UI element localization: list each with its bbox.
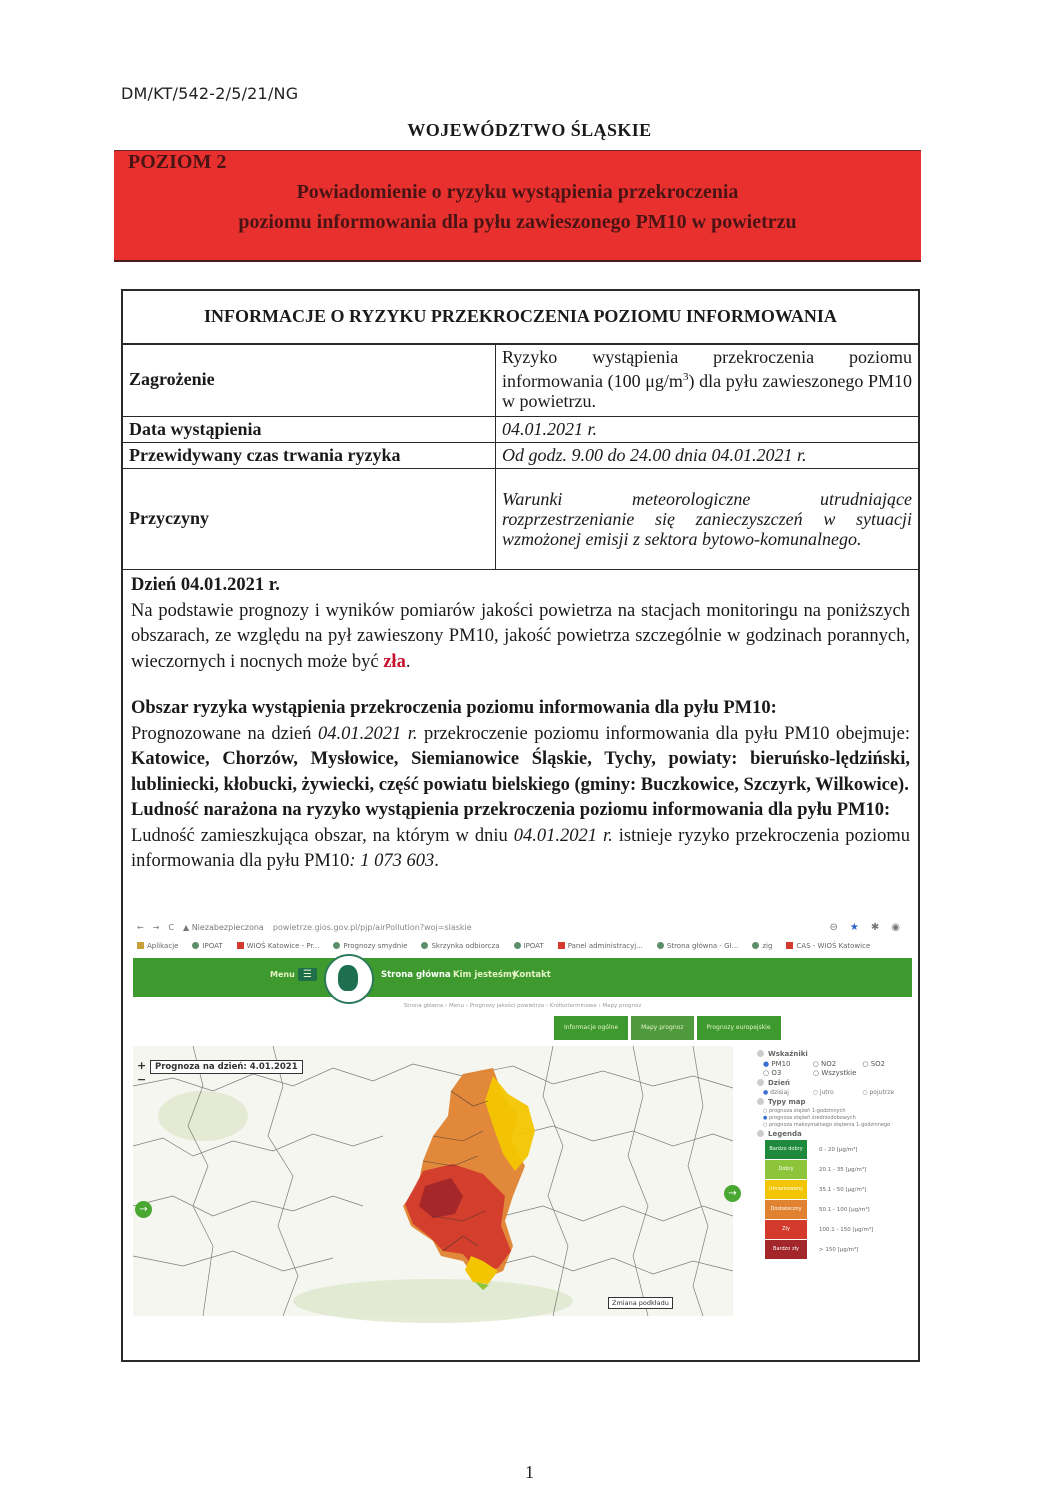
info-value: Od godz. 9.00 do 24.00 dnia 04.01.2021 r.	[496, 442, 919, 468]
legend-item: Umiarkowany 35.1 - 50 [µg/m³]	[765, 1180, 912, 1200]
tab-european-forecasts: Prognozy europejskie	[697, 1016, 781, 1040]
affected-places: Katowice, Chorzów, Mysłowice, Siemianowice Śląskie, Tychy, powiaty: bieruńsko-lędziński, lubliniecki, kłobucki, żywiecki, część powiatu bielskiego (gminy: Buczkowice, Szczyrk, Wilkowice).	[131, 749, 910, 795]
quality-label: zła	[383, 651, 406, 672]
radio-maptype: ○ prognoza maksymalnego stężenia 1-godzinnego	[763, 1122, 890, 1128]
radio-so2: ○ SO2	[862, 1060, 912, 1068]
url-text: powietrze.gios.gov.pl/pjp/airPollution?woj=slaskie	[272, 923, 472, 932]
legend-item: Bardzo zły > 150 [µg/m³]	[765, 1240, 912, 1260]
gios-logo	[324, 954, 374, 1004]
browser-address-bar	[133, 918, 912, 937]
alert-title-line-1: Powiadomienie o ryzyku wystąpienia przekroczenia	[296, 181, 739, 203]
info-label: Przyczyny	[123, 468, 496, 569]
apps-icon	[137, 942, 144, 949]
alert-title	[114, 177, 921, 237]
indicators-heading: Wskaźniki	[757, 1050, 912, 1058]
legend-item: Dobry 20.1 - 35 [µg/m³]	[765, 1160, 912, 1180]
map-zoom-controls	[137, 1059, 146, 1087]
site-icon	[752, 942, 759, 949]
wios-icon	[558, 942, 565, 949]
forecast-date-label: Prognoza na dzień: 4.01.2021	[150, 1060, 303, 1074]
bookmark: CAS - WIOŚ Katowice	[786, 942, 870, 950]
menu-label: Menu	[270, 970, 295, 979]
change-basemap-button: Zmiana podkładu	[608, 1297, 673, 1309]
info-label: Zagrożenie	[123, 343, 496, 416]
info-row-threat	[123, 343, 918, 416]
tab-forecast-maps: Mapy prognoz	[631, 1016, 693, 1040]
bookmark: WIOŚ Katowice - Pr...	[237, 942, 320, 950]
radio-o3: ○ O3	[763, 1069, 813, 1077]
wios-icon	[786, 942, 793, 949]
radio-no2: ○ NO2	[813, 1060, 863, 1068]
area-heading: Obszar ryzyka wystąpienia przekroczenia poziomu informowania dla pyłu PM10:	[131, 698, 777, 718]
information-frame	[121, 289, 920, 1362]
map-legend	[765, 1140, 912, 1260]
bookmark: Strona główna - GI...	[657, 942, 738, 950]
site-tabs	[554, 1016, 781, 1040]
page-number: 1	[525, 1462, 534, 1482]
info-label: Data wystąpienia	[123, 416, 496, 442]
bookmark: Aplikacje	[137, 942, 178, 950]
map-types-heading: Typy map	[757, 1098, 912, 1106]
info-value: 04.01.2021 r.	[496, 416, 919, 442]
radio-tomorrow: ○ jutro	[813, 1089, 863, 1096]
site-icon	[657, 942, 664, 949]
site-icon	[421, 942, 428, 949]
alert-banner	[114, 150, 921, 262]
alert-level: POZIOM 2	[128, 151, 227, 173]
bookmark: Panel administracyj...	[558, 942, 643, 950]
arrow-right-icon: →	[135, 1201, 152, 1218]
reload-icon: C	[168, 923, 174, 932]
bookmark: IPOAT	[192, 942, 222, 950]
radio-all: ○ Wszystkie	[813, 1069, 863, 1077]
info-row-causes	[123, 468, 918, 569]
legend-heading: Legenda	[757, 1130, 912, 1138]
nav-link-about: Kim jesteśmy	[453, 970, 518, 980]
bookmarks-bar	[133, 937, 912, 954]
bookmark: Skrzynka odbiorcza	[421, 942, 499, 950]
bookmark: zig	[752, 942, 772, 950]
population-count: 1 073 603	[360, 851, 435, 871]
nav-link-contact: Kontakt	[513, 970, 551, 980]
site-navbar	[133, 958, 912, 997]
bookmark: IPOAT	[514, 942, 544, 950]
arrow-right-icon: →	[724, 1185, 741, 1202]
forward-icon: →	[152, 923, 160, 932]
info-label: Przewidywany czas trwania ryzyka	[123, 442, 496, 468]
region-heading: WOJEWÓDZTWO ŚLĄSKIE	[407, 120, 652, 140]
day-heading: Dzień 04.01.2021 r.	[131, 575, 280, 595]
day-text: Na podstawie prognozy i wyników pomiarów jakości powietrza na stacjach monitoringu na poniższych obszarach, ze względu na pył zawieszony PM10, jakość powietrza szczególnie w godzinach porannych, wieczornych i nocnych może być zła.	[131, 600, 910, 672]
bookmark: Prognozy smydnie	[333, 942, 407, 950]
info-heading: INFORMACJE O RYZYKU PRZEKROCZENIA POZIOMU INFORMOWANIA	[123, 291, 918, 345]
alert-title-line-2: poziomu informowania dla pyłu zawieszonego PM10 w powietrzu	[238, 211, 797, 233]
zoom-in-button: +	[137, 1059, 147, 1072]
nav-link-home: Strona główna	[381, 970, 451, 980]
wios-icon	[237, 942, 244, 949]
radio-maptype: ● prognoza stężeń średniodobowych	[763, 1115, 856, 1121]
zoom-out-button: −	[137, 1073, 147, 1086]
legend-item: Dostateczny 50.1 - 100 [µg/m³]	[765, 1200, 912, 1220]
profile-icon: ◉	[891, 922, 900, 933]
radio-maptype: ○ prognoza stężeń 1-godzinnych	[763, 1108, 846, 1114]
forecast-map	[133, 1046, 737, 1316]
legend-item: Bardzo dobry 0 - 20 [µg/m³]	[765, 1140, 912, 1160]
extensions-icon: ✱	[870, 922, 880, 933]
site-breadcrumb: Strona główna › Menu › Prognozy jakości powietrza › Krótkoterminowe › Mapy prognoz	[403, 1003, 642, 1009]
tab-general-info: Informacje ogólne	[554, 1016, 628, 1040]
star-icon: ★	[849, 922, 859, 933]
info-value: Ryzyko wystąpienia przekroczenia poziomu informowania (100 $\mu g/m^3$) dla pyłu zawieszonego PM10 w powietrzu.	[496, 343, 919, 416]
document-reference: DM/KT/542-2/5/21/NG	[121, 84, 299, 103]
population-text: Ludność zamieszkująca obszar, na którym w dniu 04.01.2021 r. istnieje ryzyko przekroczenia poziomu informowania dla pyłu PM10: 1 073 603.	[131, 825, 910, 871]
site-icon	[333, 942, 340, 949]
info-table	[123, 343, 918, 570]
area-text: Prognozowane na dzień 04.01.2021 r. przekroczenie poziomu informowania dla pyłu PM10 obejmuje: Katowice, Chorzów, Mysłowice, Siemianowice Śląskie, Tychy, powiaty: bieruńsko-lędziński, lubliniecki, kłobucki, żywiecki, część powiatu bielskiego (gminy: Buczkowice, Szczyrk, Wilkowice).	[131, 723, 910, 795]
forecast-body	[131, 573, 910, 875]
legend-item: Zły 100.1 - 150 [µg/m³]	[765, 1220, 912, 1240]
security-warning: ▲ Niezabezpieczona	[183, 923, 264, 932]
site-icon	[192, 942, 199, 949]
info-value: Warunki meteorologiczne utrudniające rozprzestrzenianie się zanieczyszczeń w sytuacji wzmożonej emisji z sektora bytowo-komunalnego.	[496, 468, 919, 569]
hamburger-icon: ☰	[298, 968, 317, 981]
map-drawing	[133, 1046, 733, 1316]
map-options-panel	[757, 1048, 912, 1260]
radio-today: ● dzisiaj	[763, 1089, 813, 1096]
radio-pm10: ● PM10	[763, 1060, 813, 1068]
day-heading-panel: Dzień	[757, 1079, 912, 1087]
zoom-icon: ⊖	[829, 922, 838, 933]
back-icon: ←	[137, 923, 144, 932]
info-row-duration	[123, 442, 918, 468]
population-heading: Ludność narażona na ryzyko wystąpienia przekroczenia poziomu informowania dla pyłu PM10:	[131, 800, 891, 820]
radio-day-after: ○ pojutrze	[862, 1089, 912, 1096]
info-row-date	[123, 416, 918, 442]
website-screenshot	[133, 918, 912, 1338]
site-icon	[514, 942, 521, 949]
